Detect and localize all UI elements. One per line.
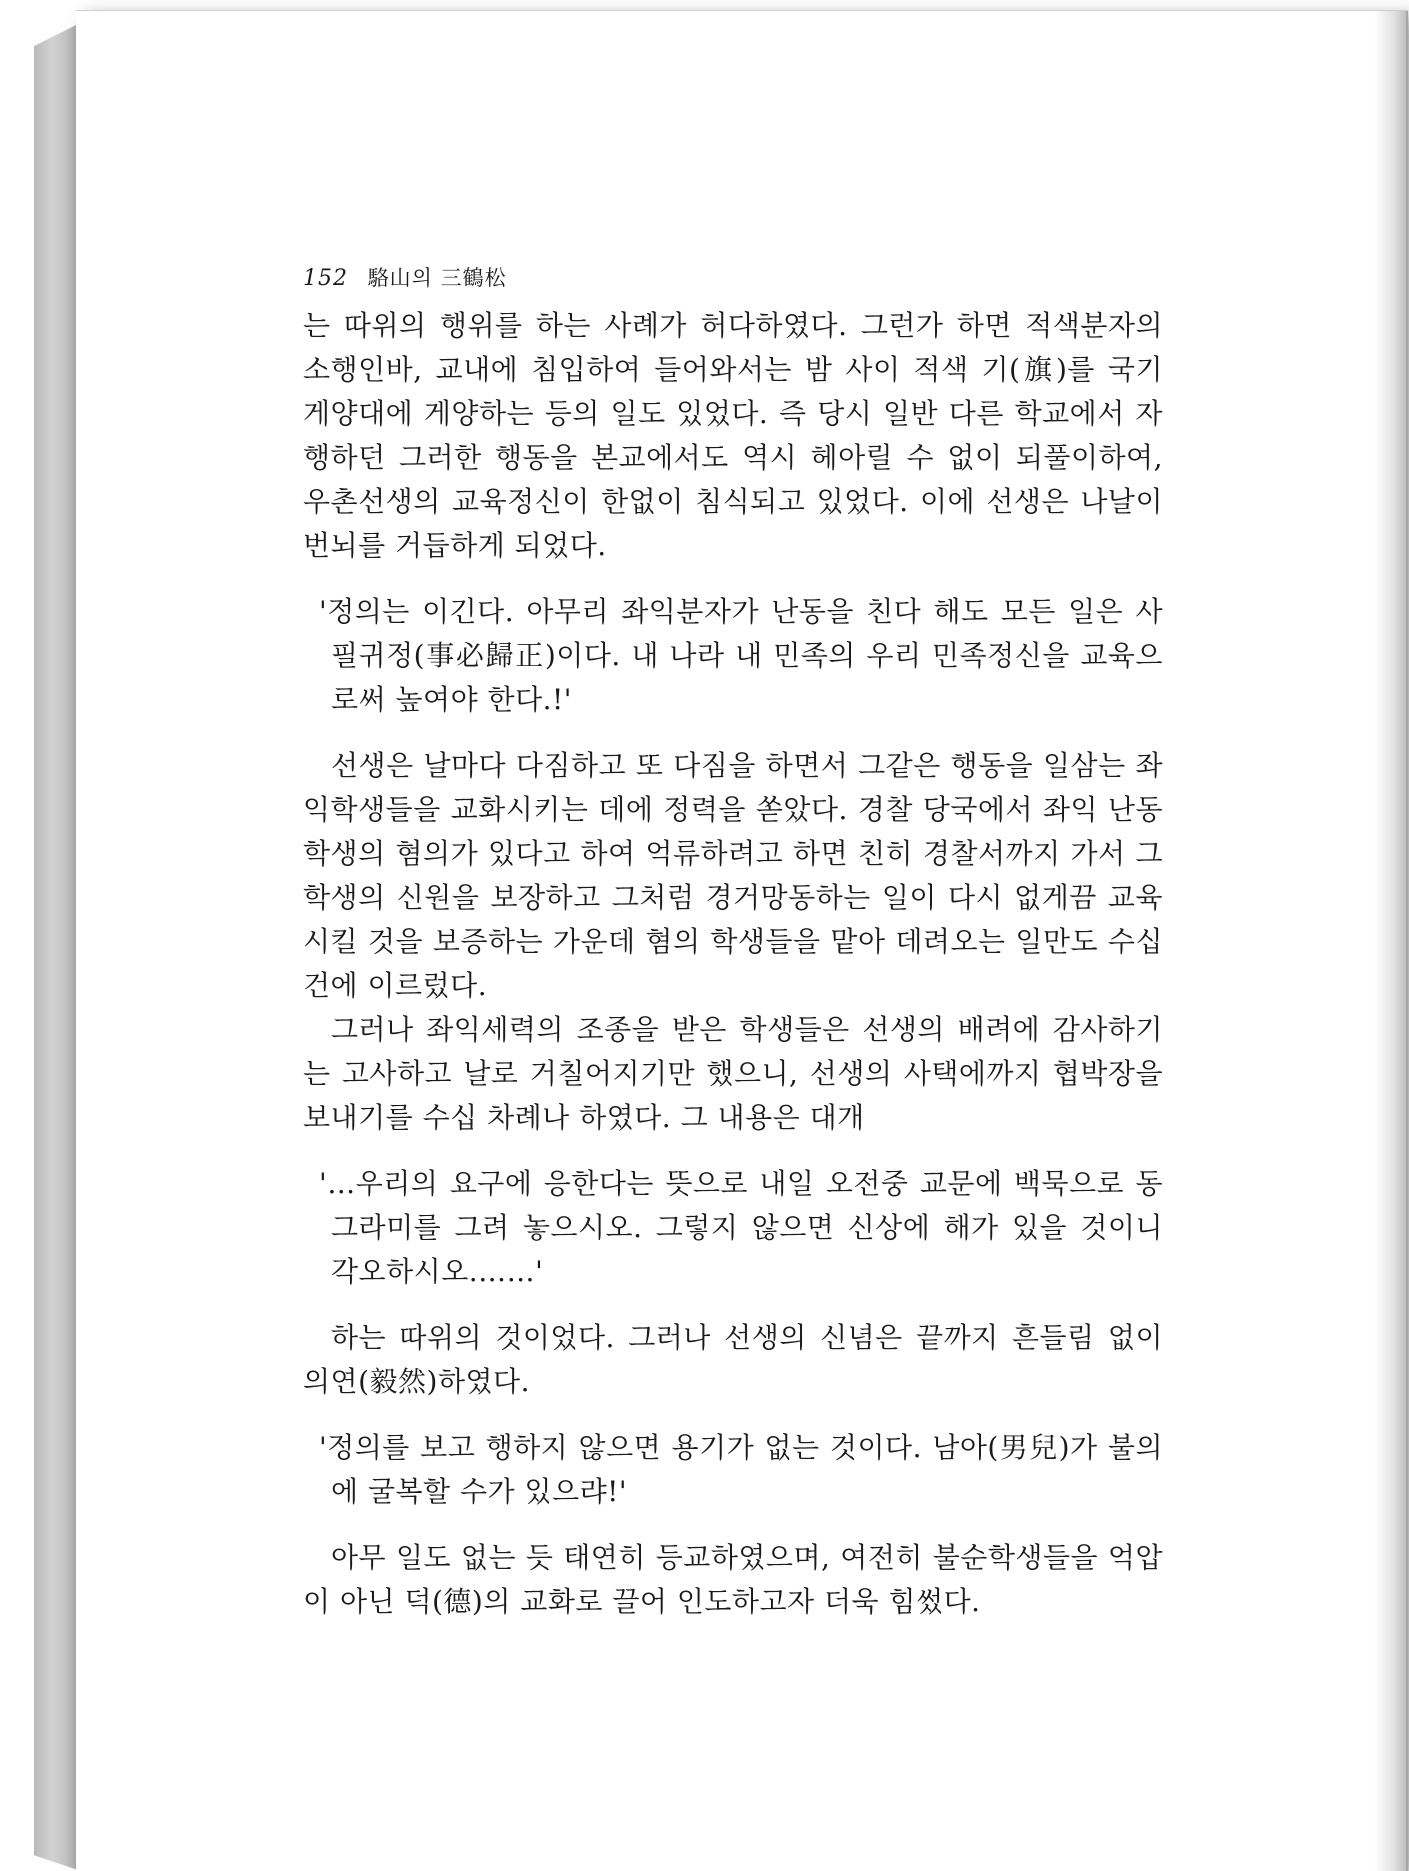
quote-3: '정의를 보고 행하지 않으면 용기가 없는 것이다. 남아(男兒)가 불의에 굴복할 수가 있으랴!' xyxy=(319,1431,1163,1508)
quote-2: '…우리의 요구에 응한다는 뜻으로 내일 오전중 교문에 백묵으로 동그라미를 그려 놓으시오. 그렇지 않으면 신상에 해가 있을 것이니 각오하시오.……' xyxy=(319,1167,1163,1288)
page-edge-shadow xyxy=(1374,11,1408,1871)
paragraph-5: 아무 일도 없는 듯 태연히 등교하였으며, 여전히 불순학생들을 억압이 아닌 덕(德)의 교화로 끌어 인도하고자 더욱 힘썼다. xyxy=(303,1541,1163,1618)
paragraph-3: 그러나 좌익세력의 조종을 받은 학생들은 선생의 배려에 감사하기는 고사하고 날로 거칠어지기만 했으니, 선생의 사택에까지 협박장을 보내기를 수십 차례나 하였다. 그 내용은 대개 xyxy=(303,1013,1163,1134)
book-spine xyxy=(34,24,78,1870)
paragraph-4: 하는 따위의 것이었다. 그러나 선생의 신념은 끝까지 흔들림 없이 의연(毅然)하였다. xyxy=(303,1321,1163,1398)
page-text xyxy=(303,262,1163,1624)
quote-1: '정의는 이긴다. 아무리 좌익분자가 난동을 친다 해도 모든 일은 사필귀정(事必歸正)이다. 내 나라 내 민족의 우리 민족정신을 교육으로써 높여야 한다.!' xyxy=(319,595,1163,716)
paragraph-2: 선생은 날마다 다짐하고 또 다짐을 하면서 그같은 행동을 일삼는 좌익학생들을 교화시키는 데에 정력을 쏟았다. 경찰 당국에서 좌익 난동 학생의 혐의가 있다고 하여 억류하려고 하면 친히 경찰서까지 가서 그 학생의 신원을 보장하고 그처럼 경거망동하는 일이 다시 없게끔 교육시킬 것을 보증하는 가운데 혐의 학생들을 맡아 데려오는 일만도 수십 건에 이르렀다. xyxy=(303,749,1163,1002)
running-head xyxy=(303,262,1163,298)
paragraph-1: 는 따위의 행위를 하는 사례가 허다하였다. 그런가 하면 적색분자의 소행인바, 교내에 침입하여 들어와서는 밤 사이 적색 기(旗)를 국기 게양대에 게양하는 등의 일도 있었다. 즉 당시 일반 다른 학교에서 자행하던 그러한 행동을 본교에서도 역시 헤아릴 수 없이 되풀이하여, 우촌선생의 교육정신이 한없이 침식되고 있었다. 이에 선생은 나날이 번뇌를 거듭하게 되었다. xyxy=(303,309,1163,562)
book-title: 駱山의 三鶴松 xyxy=(367,266,507,290)
page-number: 152 xyxy=(303,266,348,291)
